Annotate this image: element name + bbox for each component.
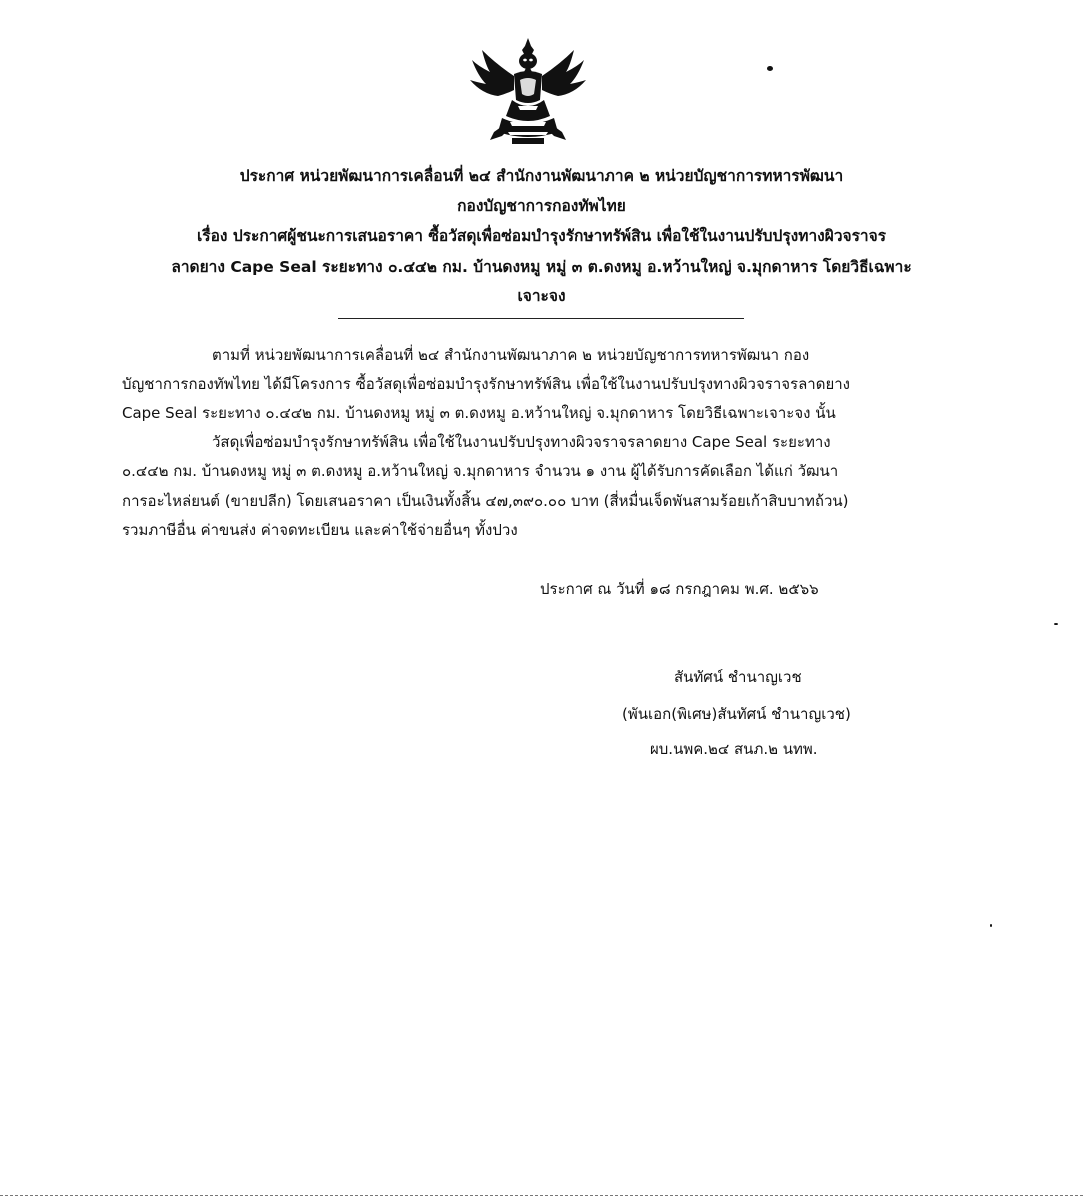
scan-bottom-edge bbox=[0, 1195, 1083, 1196]
subject-line-1: เรื่อง ประกาศผู้ชนะการเสนอราคา ซื้อวัสดุเพื่อซ่อมบำรุงรักษาทรัพ์สิน เพื่อใช้ในงานปรับปรุงทางผิวจราจร bbox=[196, 227, 887, 245]
subject-line-2: ลาดยาง Cape Seal ระยะทาง ๐.๔๔๒ กม. บ้านดงหมู หมู่ ๓ ต.ดงหมู อ.หว้านใหญ่ จ.มุกดาหาร โดยวิธีเฉพาะ bbox=[171, 258, 912, 276]
signatory-full-name: (พันเอก(พิเศษ)สันทัศน์ ชำนาญเวช) bbox=[622, 705, 851, 723]
title-divider bbox=[338, 318, 744, 319]
scan-speck bbox=[990, 924, 992, 927]
title-line-1: ประกาศ หน่วยพัฒนาการเคลื่อนที่ ๒๔ สำนักงานพัฒนาภาค ๒ หน่วยบัญชาการทหารพัฒนา bbox=[239, 167, 844, 185]
title-line-2: กองบัญชาการกองทัพไทย bbox=[457, 197, 626, 215]
signatory-position: ผบ.นพค.๒๔ สนภ.๒ นทพ. bbox=[650, 740, 818, 758]
body-para1-line2: บัญชาการกองทัพไทย ได้มีโครงการ ซื้อวัสดุเพื่อซ่อมบำรุงรักษาทรัพ์สิน เพื่อใช้ในงานปรับปรุงทางผิวจราจรลาดยาง bbox=[122, 375, 850, 393]
scan-speck bbox=[1054, 623, 1058, 625]
body-para2-line3: การอะไหล่ยนต์ (ขายปลีก) โดยเสนอราคา เป็นเงินทั้งสิ้น ๔๗,๓๙๐.๐๐ บาท (สี่หมื่นเจ็ดพันสามร้อยเก้าสิบบาทถ้วน) bbox=[122, 492, 849, 510]
announcement-date: ประกาศ ณ วันที่ ๑๘ กรกฎาคม พ.ศ. ๒๕๖๖ bbox=[540, 580, 819, 598]
scan-speck bbox=[767, 66, 773, 71]
signature-name: สันทัศน์ ชำนาญเวช bbox=[674, 668, 802, 686]
body-para2-line4: รวมภาษีอื่น ค่าขนส่ง ค่าจดทะเบียน และค่าใช้จ่ายอื่นๆ ทั้งปวง bbox=[122, 521, 518, 539]
subject-line-3: เจาะจง bbox=[517, 287, 566, 305]
body-para2-line2: ๐.๔๔๒ กม. บ้านดงหมู หมู่ ๓ ต.ดงหมู อ.หว้านใหญ่ จ.มุกดาหาร จำนวน ๑ งาน ผู้ได้รับการคัดเลือก ได้แก่ วัฒนา bbox=[122, 462, 839, 480]
body-para1-line1: ตามที่ หน่วยพัฒนาการเคลื่อนที่ ๒๔ สำนักงานพัฒนาภาค ๒ หน่วยบัญชาการทหารพัฒนา กอง bbox=[212, 346, 810, 364]
body-para2-line1: วัสดุเพื่อซ่อมบำรุงรักษาทรัพ์สิน เพื่อใช้ในงานปรับปรุงทางผิวจราจรลาดยาง Cape Seal ระยะทาง bbox=[212, 433, 831, 451]
body-para1-line3: Cape Seal ระยะทาง ๐.๔๔๒ กม. บ้านดงหมู หมู่ ๓ ต.ดงหมู อ.หว้านใหญ่ จ.มุกดาหาร โดยวิธีเฉพาะเจาะจง นั้น bbox=[122, 404, 836, 422]
garuda-emblem-icon bbox=[468, 36, 588, 148]
